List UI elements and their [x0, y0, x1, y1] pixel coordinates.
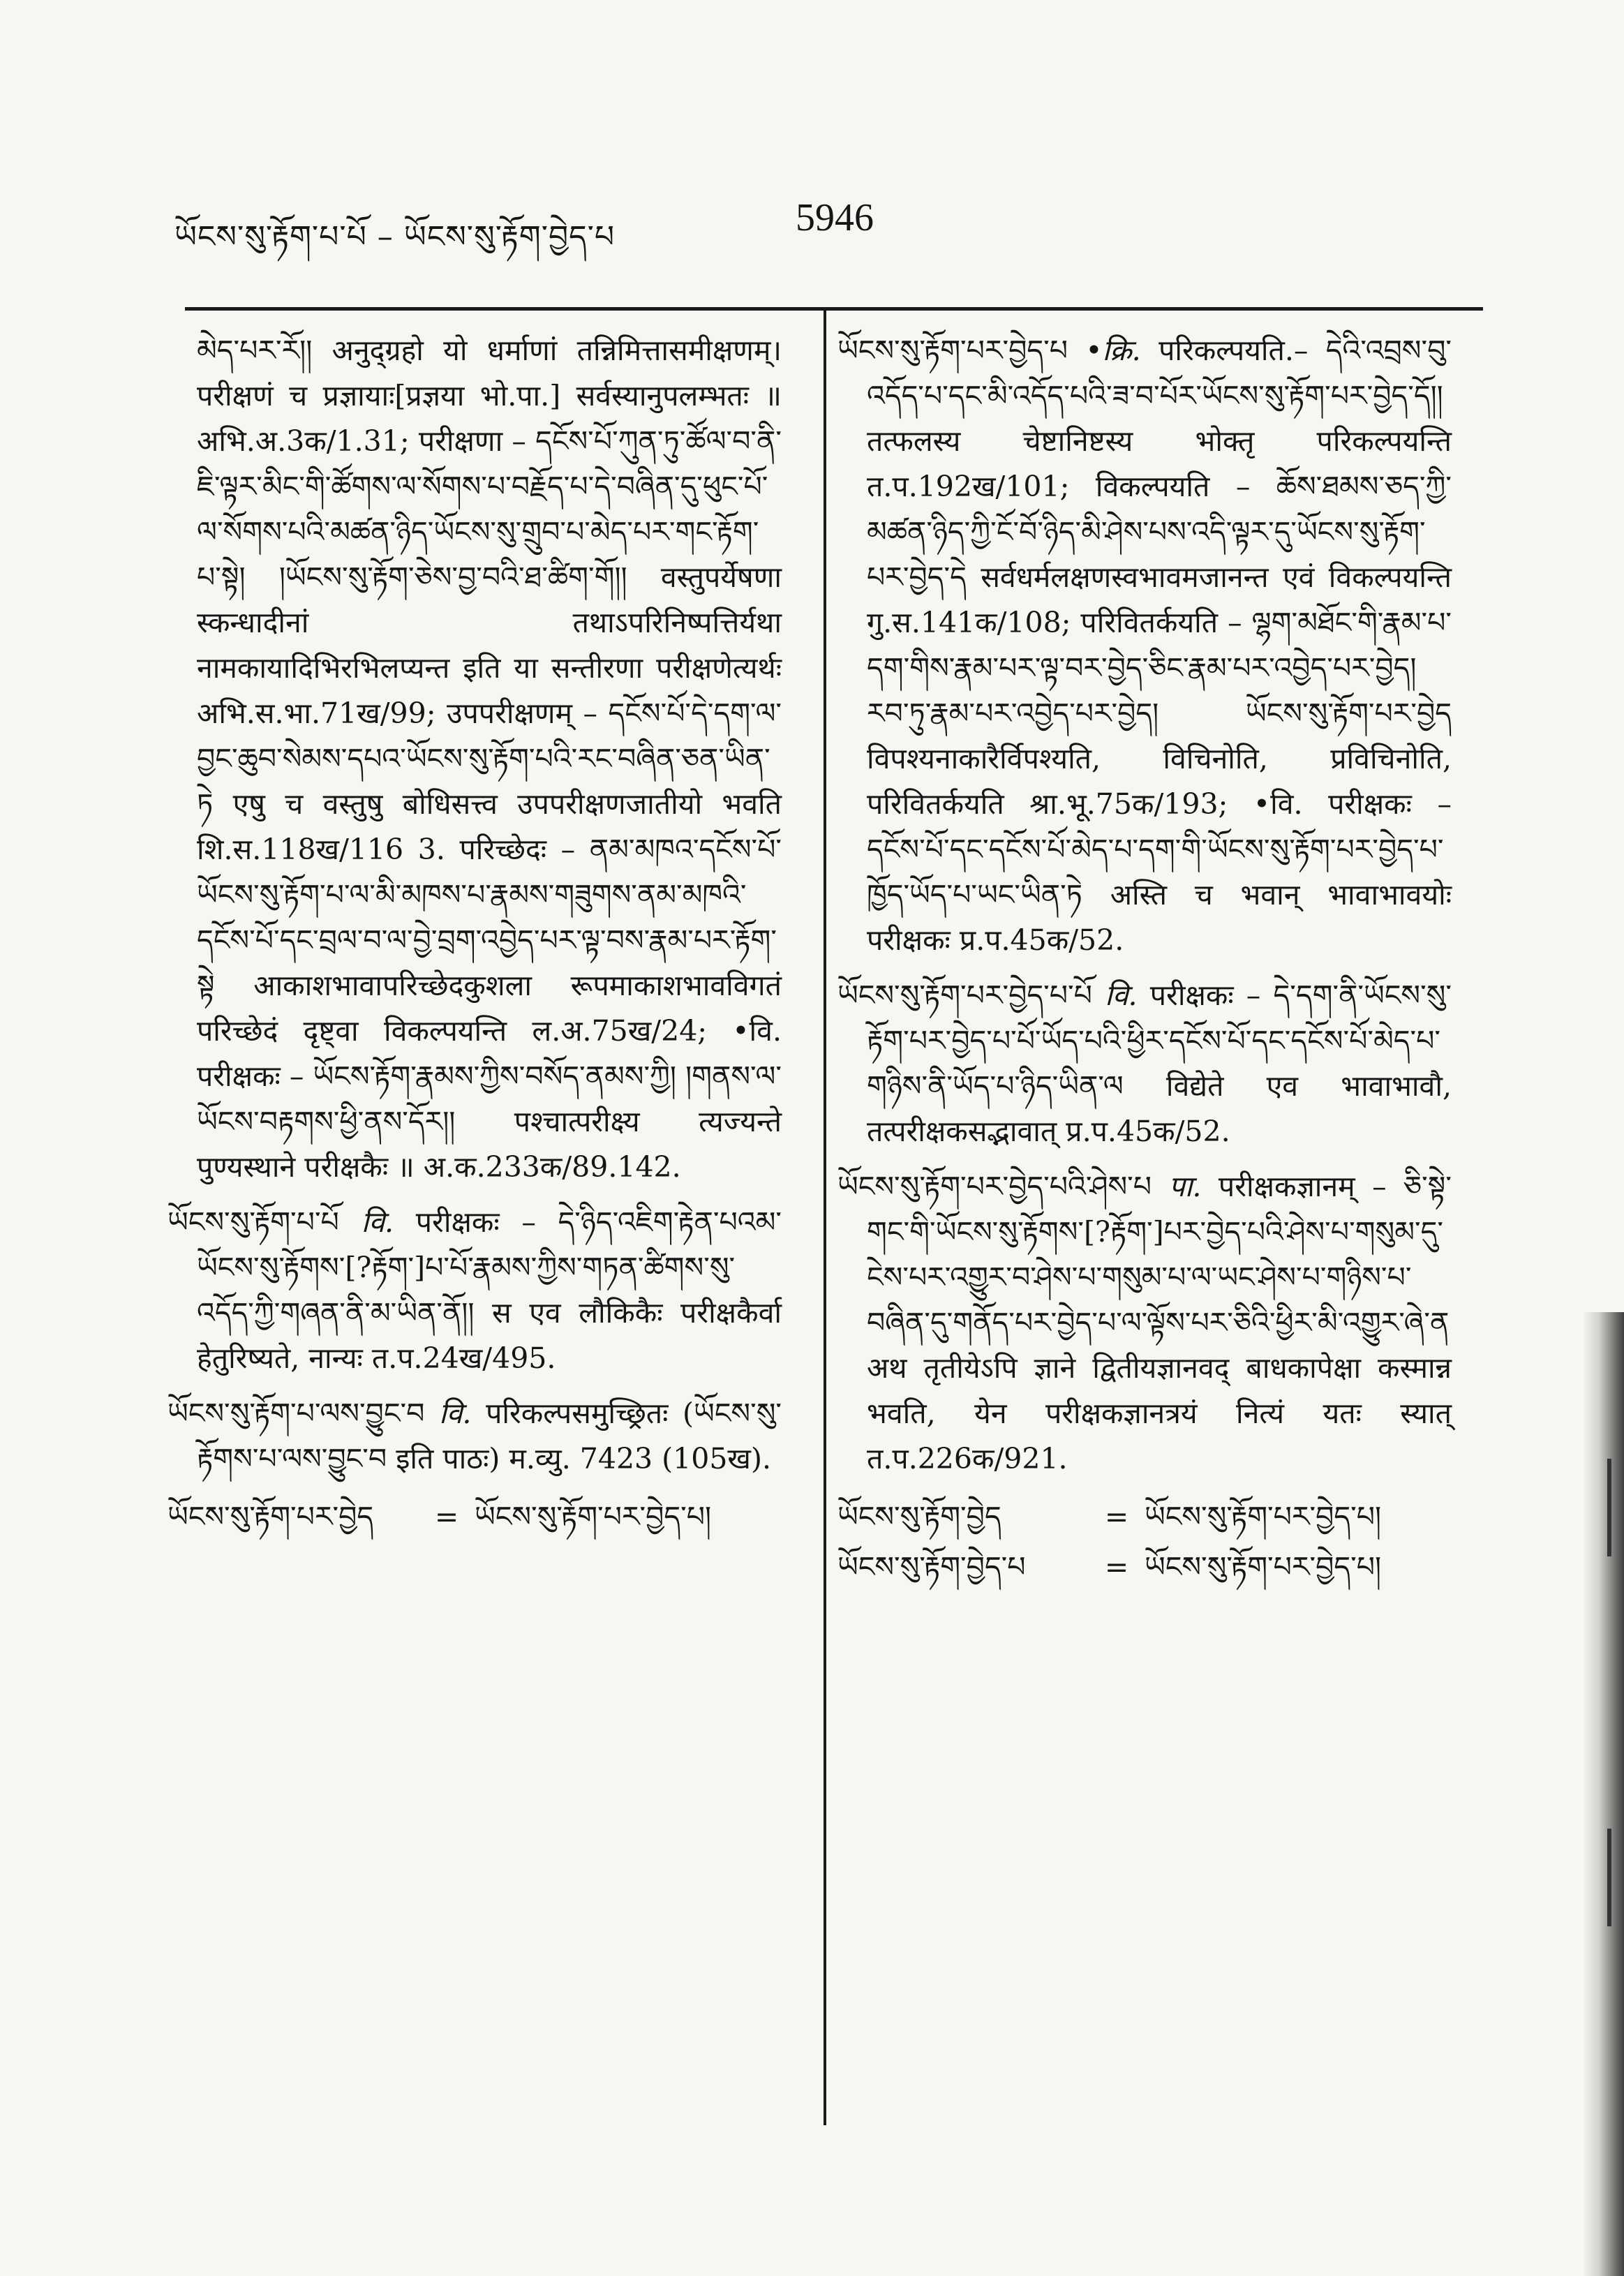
dictionary-entry	[837, 1164, 1452, 1482]
dictionary-entry	[837, 328, 1452, 963]
entry-text: མེད་པར་རོ།། अनुद्ग्रहो यो धर्माणां तन्निमित्तासमीक्षणम्। परीक्षणं च प्रज्ञायाः[प्रज्ञया भो.पा.] सर्वस्यानुपलम्भतः ॥ अभि.अ.3क/1.31; परीक्षणा – དངོས་པོ་ཀུན་ཏུ་ཚོལ་བ་ནི་ཇི་ལྟར་མིང་གི་ཚོགས་ལ་སོགས་པ་བརྗོད་པ་དེ་བཞིན་དུ་ཕུང་པོ་ལ་སོགས་པའི་མཚན་ཉིད་ཡོངས་སུ་གྲུབ་པ་མེད་པར་གང་རྟོག་པ་སྟེ། །ཡོངས་སུ་རྟོག་ཅེས་བྱ་བའི་ཐ་ཚིག་གོ།། वस्तुपर्येषणा स्कन्धादीनां तथाऽपरिनिष्पत्तिर्यथा नामकायादिभिरभिलप्यन्त इति या सन्तीरणा परीक्षणेत्यर्थः अभि.स.भा.71ख/99; उपपरीक्षणम् – དངོས་པོ་དེ་དག་ལ་བྱང་ཆུབ་སེམས་དཔའ་ཡོངས་སུ་རྟོག་པའི་རང་བཞིན་ཅན་ཡིན་ཏེ एषु च वस्तुषु बोधिसत्त्व उपपरीक्षणजातीयो भवति शि.स.118ख/116 3. परिच्छेदः – ནམ་མཁའ་དངོས་པོ་ཡོངས་སུ་རྟོག་པ་ལ་མི་མཁས་པ་རྣམས་གཟུགས་ནམ་མཁའི་དངོས་པོ་དང་བྲལ་བ་ལ་བྱེ་བྲག་འབྱེད་པར་ལྟ་བས་རྣམ་པར་རྟོག་སྟེ आकाशभावापरिच्छेदकुशला रूपमाकाशभावविगतं परिच्छेदं दृष्ट्वा विकल्पयन्ति ल.अ.75ख/24; •वि. परीक्षकः – ཡོངས་རྟོག་རྣམས་ཀྱིས་བསོད་ནམས་ཀྱི། །གནས་ལ་ཡོངས་བརྟགས་ཕྱི་ནས་དོར།། पश्चात्परीक्ष्य त्यज्यन्ते पुण्यस्थाने परीक्षकैः ॥ अ.क.233क/89.142.	[197, 334, 782, 1184]
page-header	[174, 188, 1480, 255]
page-number: 5946	[796, 196, 874, 239]
running-head: ཡོངས་སུ་རྟོག་པ་པོ – ཡོངས་སུ་རྟོག་བྱེད་པ	[174, 219, 616, 255]
xref-target: ཡོངས་སུ་རྟོག་པར་བྱེད་པ།	[1145, 1500, 1382, 1533]
xref-term: ཡོངས་སུ་རྟོག་པར་བྱེད	[167, 1500, 374, 1533]
cross-reference	[837, 1542, 1452, 1592]
entry-text: परिकल्पसमुच्छ्रितः (ཡོངས་སུ་རྟོགས་པ་ལས་བྱུང་བ इति पाठः) म.व्यु. 7423 (105ख).	[197, 1397, 782, 1475]
continuation-entry	[167, 328, 782, 1190]
cross-reference	[167, 1492, 782, 1542]
right-column	[837, 328, 1452, 1592]
entry-headword: ཡོངས་སུ་རྟོག་པར་བྱེད་པའི་ཤེས་པ	[837, 1170, 1152, 1203]
scan-edge-mark	[1607, 1829, 1611, 1926]
entry-text: परीक्षकज्ञानम् – ཅི་སྟེ་གང་གི་ཡོངས་སུ་རྟོགས་[?རྟོག་]པར་བྱེད་པའི་ཤེས་པ་གསུམ་དུ་ངེས་པར་འགྱུར་བ་ཤེས་པ་གསུམ་པ་ལ་ཡང་ཤེས་པ་གཉིས་པ་བཞིན་དུ་གནོད་པར་བྱེད་པ་ལ་ལྟོས་པར་ཅིའི་ཕྱིར་མི་འགྱུར་ཞེ་ན अथ तृतीयेऽपि ज्ञाने द्वितीयज्ञानवद् बाधकापेक्षा कस्मान्न भवति, येन परीक्षकज्ञानत्रयं नित्यं यतः स्यात् त.प.226क/921.	[867, 1170, 1452, 1475]
dictionary-entry	[167, 1200, 782, 1381]
scan-edge-mark	[1607, 1459, 1611, 1556]
entry-headword: ཡོངས་སུ་རྟོག་པར་བྱེད་པ་པོ	[837, 979, 1092, 1012]
scan-edge-shadow	[1582, 1312, 1624, 2276]
column-divider	[824, 311, 826, 2125]
dictionary-entry	[167, 1391, 782, 1482]
entry-text: परीक्षकः – དེ་དག་ནི་ཡོངས་སུ་རྟོག་པར་བྱེད་པ་པོ་ཡོད་པའི་ཕྱིར་དངོས་པོ་དང་དངོས་པོ་མེད་པ་གཉིས་ནི་ཡོད་པ་ཉིད་ཡིན་ལ विद्येते एव भावाभावौ, तत्परीक्षकसद्भावात् प्र.प.45क/52.	[867, 979, 1452, 1148]
xref-target: ཡོངས་སུ་རྟོག་པར་བྱེད་པ།	[475, 1500, 712, 1533]
entry-headword: ཡོངས་སུ་རྟོག་པ་པོ	[167, 1205, 339, 1239]
xref-term: ཡོངས་སུ་རྟོག་བྱེད་པ	[837, 1550, 1026, 1584]
equals-sign: =	[434, 1500, 459, 1533]
xref-target: ཡོངས་སུ་རྟོག་པར་བྱེད་པ།	[1145, 1550, 1382, 1584]
header-rule	[185, 307, 1483, 311]
entry-grammar: वि.	[439, 1397, 472, 1430]
dictionary-entry	[837, 973, 1452, 1154]
entry-grammar: •क्रि.	[1085, 334, 1141, 367]
entry-text: परिकल्पयति.– དེའི་འབྲས་བུ་འདོད་པ་དང་མི་འདོད་པའི་ཟ་བ་པོར་ཡོངས་སུ་རྟོག་པར་བྱེད་དོ།། तत्फलस्य चेष्टानिष्टस्य भोक्तृ परिकल्पयन्ति त.प.192ख/101; विकल्पयति – ཆོས་ཐམས་ཅད་ཀྱི་མཚན་ཉིད་ཀྱི་ངོ་བོ་ཉིད་མི་ཤེས་པས་འདི་ལྟར་དུ་ཡོངས་སུ་རྟོག་པར་བྱེད་དེ सर्वधर्मलक्षणस्वभावमजानन्त एवं विकल्पयन्ति गु.स.141क/108; परिवितर्कयति – ལྷག་མཐོང་གི་རྣམ་པ་དག་གིས་རྣམ་པར་ལྟ་བར་བྱེད་ཅིང་རྣམ་པར་འབྱེད་པར་བྱེད། རབ་ཏུ་རྣམ་པར་འབྱེད་པར་བྱེད། ཡོངས་སུ་རྟོག་པར་བྱེད विपश्यनाकारैर्विपश्यति, विचिनोति, प्रविचिनोति, परिवितर्कयति श्रा.भू.75क/193; •वि. परीक्षकः – དངོས་པོ་དང་དངོས་པོ་མེད་པ་དག་གི་ཡོངས་སུ་རྟོག་པར་བྱེད་པ་ཁྱོད་ཡོད་པ་ཡང་ཡིན་ཏེ अस्ति च भवान् भावाभावयोः परीक्षकः प्र.प.45क/52.	[867, 334, 1452, 957]
entry-text: परीक्षकः – དེ་ཉིད་འཇིག་རྟེན་པའམ་ཡོངས་སུ་རྟོགས་[?རྟོག་]པ་པོ་རྣམས་ཀྱིས་གཏན་ཚིགས་སུ་འདོད་ཀྱི་གཞན་ནི་མ་ཡིན་ནོ།། स एव लौकिकैः परीक्षकैर्वा हेतुरिष्यते, नान्यः त.प.24ख/495.	[197, 1205, 782, 1375]
entry-grammar: वि.	[1105, 979, 1138, 1012]
entry-headword: ཡོངས་སུ་རྟོག་པར་བྱེད་པ	[837, 334, 1068, 367]
entry-headword: ཡོངས་སུ་རྟོག་པ་ལས་བྱུང་བ	[167, 1397, 425, 1430]
entry-grammar: पा.	[1168, 1170, 1202, 1203]
left-column	[167, 328, 782, 1542]
equals-sign: =	[1104, 1500, 1129, 1533]
equals-sign: =	[1104, 1550, 1129, 1584]
cross-reference	[837, 1492, 1452, 1542]
xref-term: ཡོངས་སུ་རྟོག་བྱེད	[837, 1500, 1001, 1533]
entry-grammar: वि.	[361, 1205, 394, 1239]
